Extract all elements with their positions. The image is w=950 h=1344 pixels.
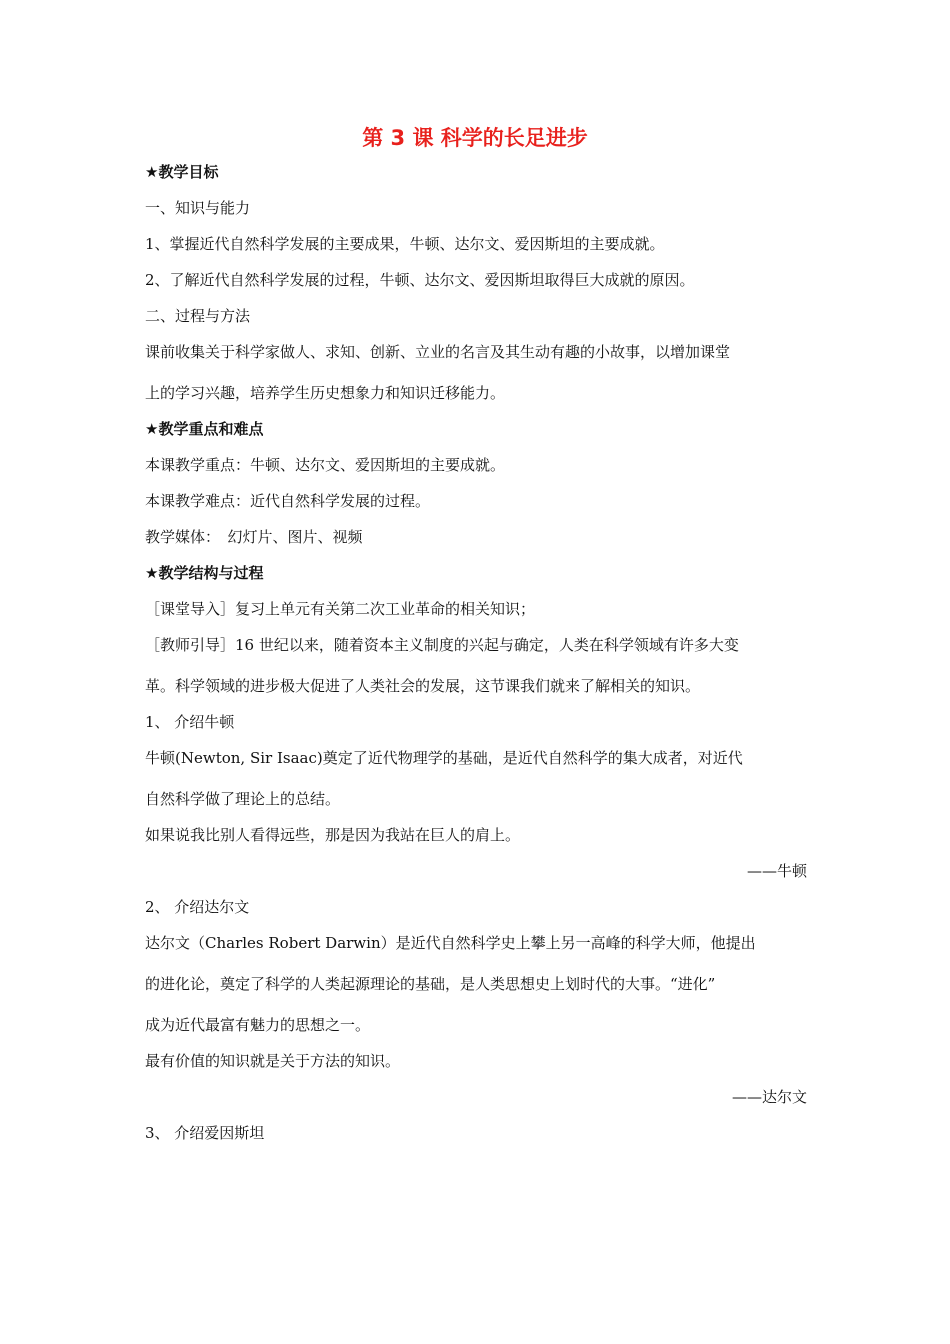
quote-attribution-newton: ——牛顿 xyxy=(746,862,807,880)
paragraph-line: 本课教学难点：近代自然科学发展的过程。 xyxy=(145,492,431,510)
subheading-einstein: 3、 介绍爱因斯坦 xyxy=(145,1124,265,1142)
section-heading-objectives: ★教学目标 xyxy=(145,163,219,181)
paragraph-line: 1、掌握近代自然科学发展的主要成果，牛顿、达尔文、爱因斯坦的主要成就。 xyxy=(145,235,665,253)
subheading-darwin: 2、 介绍达尔文 xyxy=(145,898,250,916)
subheading-newton: 1、 介绍牛顿 xyxy=(145,713,235,731)
paragraph-line: 自然科学做了理论上的总结。 xyxy=(145,790,341,808)
paragraph-line: 牛顿(Newton, Sir Isaac)奠定了近代物理学的基础，是近代自然科学的集大成者，对近代 xyxy=(145,749,743,767)
subheading-process: 二、过程与方法 xyxy=(145,307,251,325)
section-heading-key-points: ★教学重点和难点 xyxy=(145,420,264,438)
paragraph-line: ［课堂导入］复习上单元有关第二次工业革命的相关知识； xyxy=(145,600,536,618)
paragraph-line: 上的学习兴趣，培养学生历史想象力和知识迁移能力。 xyxy=(145,384,506,402)
paragraph-line: 教学媒体： 幻灯片、图片、视频 xyxy=(145,528,363,546)
paragraph-line: 革。科学领域的进步极大促进了人类社会的发展，这节课我们就来了解相关的知识。 xyxy=(145,677,701,695)
paragraph-line: 本课教学重点：牛顿、达尔文、爱因斯坦的主要成就。 xyxy=(145,456,506,474)
paragraph-line: 2、了解近代自然科学发展的过程，牛顿、达尔文、爱因斯坦取得巨大成就的原因。 xyxy=(145,271,695,289)
paragraph-line: 成为近代最富有魅力的思想之一。 xyxy=(145,1016,371,1034)
paragraph-line: 的进化论，奠定了科学的人类起源理论的基础，是人类思想史上划时代的大事。“进化” xyxy=(145,975,716,993)
paragraph-line: 达尔文（Charles Robert Darwin）是近代自然科学史上攀上另一高峰的科学大师，他提出 xyxy=(145,934,756,952)
section-heading-structure: ★教学结构与过程 xyxy=(145,564,264,582)
quote-attribution-darwin: ——达尔文 xyxy=(731,1088,807,1106)
quote-newton: 如果说我比别人看得远些，那是因为我站在巨人的肩上。 xyxy=(145,826,521,844)
subheading-knowledge: 一、知识与能力 xyxy=(145,199,251,217)
paragraph-line: 课前收集关于科学家做人、求知、创新、立业的名言及其生动有趣的小故事，以增加课堂 xyxy=(145,343,731,361)
paragraph-line: ［教师引导］16 世纪以来，随着资本主义制度的兴起与确定，人类在科学领域有许多大变 xyxy=(145,636,739,654)
lesson-title: 第 3 课 科学的长足进步 xyxy=(362,126,588,150)
quote-darwin: 最有价值的知识就是关于方法的知识。 xyxy=(145,1052,401,1070)
